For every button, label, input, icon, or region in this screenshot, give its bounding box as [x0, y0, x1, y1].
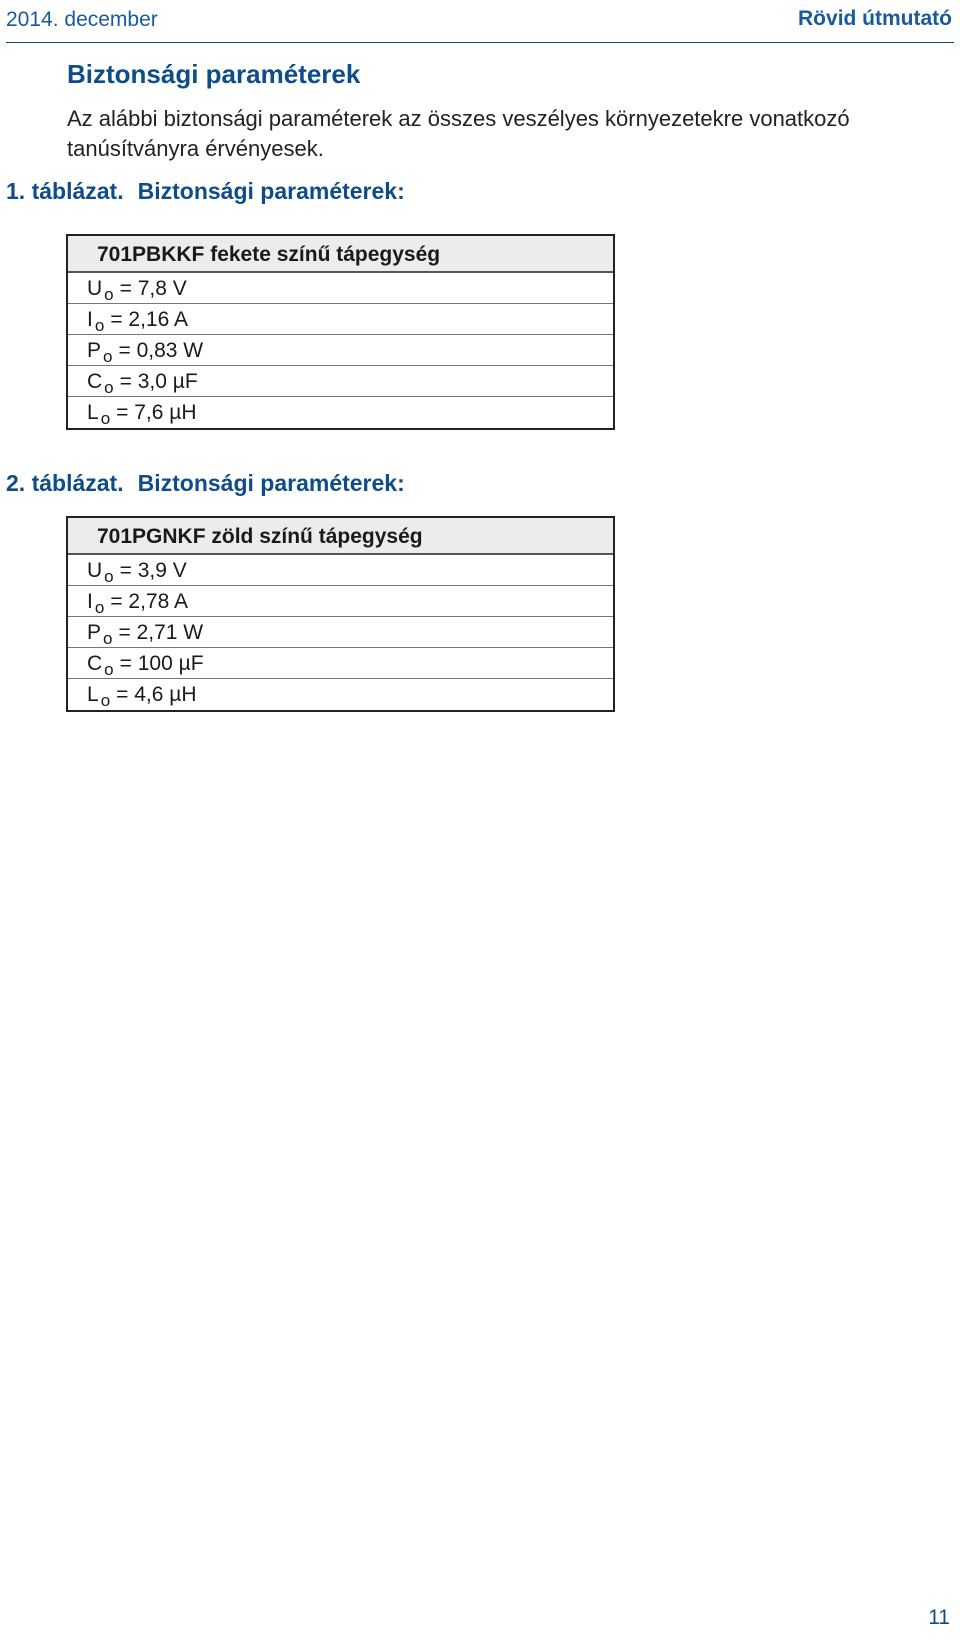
table-1-caption-number: 1. táblázat. [6, 178, 124, 204]
table-row [68, 366, 613, 397]
param-value: = 0,83 W [118, 339, 204, 362]
table-row [68, 304, 613, 335]
param-symbol: L [87, 683, 99, 706]
param-value: = 3,0 µF [119, 370, 198, 393]
param-subscript: o [104, 567, 114, 586]
table-row [68, 648, 613, 679]
param-symbol: C [87, 652, 103, 675]
table-2-caption-text: Biztonsági paraméterek: [137, 470, 405, 496]
param-subscript: o [94, 316, 105, 335]
table-row [68, 617, 613, 648]
param-subscript: o [103, 347, 113, 366]
param-symbol: P [87, 339, 102, 362]
table-row [68, 397, 613, 428]
table-1-caption [6, 178, 405, 205]
intro-paragraph: Az alábbi biztonsági paraméterek az összes veszélyes környezetekre vonatkozó tanúsítványra érvényesek. [67, 106, 850, 161]
param-symbol: C [87, 370, 103, 393]
param-value: = 100 µF [119, 652, 204, 675]
table-1-caption-text: Biztonsági paraméterek: [137, 178, 405, 204]
table-row [68, 586, 613, 617]
param-symbol: L [87, 401, 99, 424]
param-subscript: o [103, 629, 113, 648]
param-value: = 7,8 V [119, 277, 187, 300]
table-1-header: 701PBKKF fekete színű tápegység [68, 236, 613, 273]
section-title: Biztonsági paraméterek [67, 59, 361, 89]
page-number: 11 [928, 1606, 950, 1629]
param-symbol: U [87, 559, 103, 582]
param-subscript: o [100, 691, 111, 710]
param-subscript: o [104, 660, 114, 679]
table-2-caption-number: 2. táblázat. [6, 470, 124, 496]
table-row [68, 335, 613, 366]
param-value: = 3,9 V [119, 559, 187, 582]
table-row [68, 273, 613, 304]
page-header [6, 4, 954, 43]
param-value: = 2,16 A [110, 308, 188, 331]
param-value: = 2,71 W [118, 621, 204, 644]
table-row [68, 555, 613, 586]
header-doc-title: Rövid útmutató [798, 7, 952, 30]
table-2-header: 701PGNKF zöld színű tápegység [68, 518, 613, 555]
param-symbol: P [87, 621, 102, 644]
header-date: 2014. december [6, 8, 158, 31]
param-value: = 4,6 µH [116, 683, 197, 706]
param-symbol: I [87, 308, 93, 331]
param-subscript: o [104, 285, 114, 304]
param-value: = 2,78 A [110, 590, 188, 613]
param-subscript: o [94, 598, 105, 617]
param-subscript: o [100, 409, 111, 428]
safety-table-1 [66, 234, 615, 430]
param-symbol: U [87, 277, 103, 300]
table-2-caption [6, 470, 405, 497]
table-row [68, 679, 613, 710]
safety-table-2 [66, 516, 615, 712]
param-subscript: o [104, 378, 114, 397]
param-value: = 7,6 µH [116, 401, 197, 424]
param-symbol: I [87, 590, 93, 613]
